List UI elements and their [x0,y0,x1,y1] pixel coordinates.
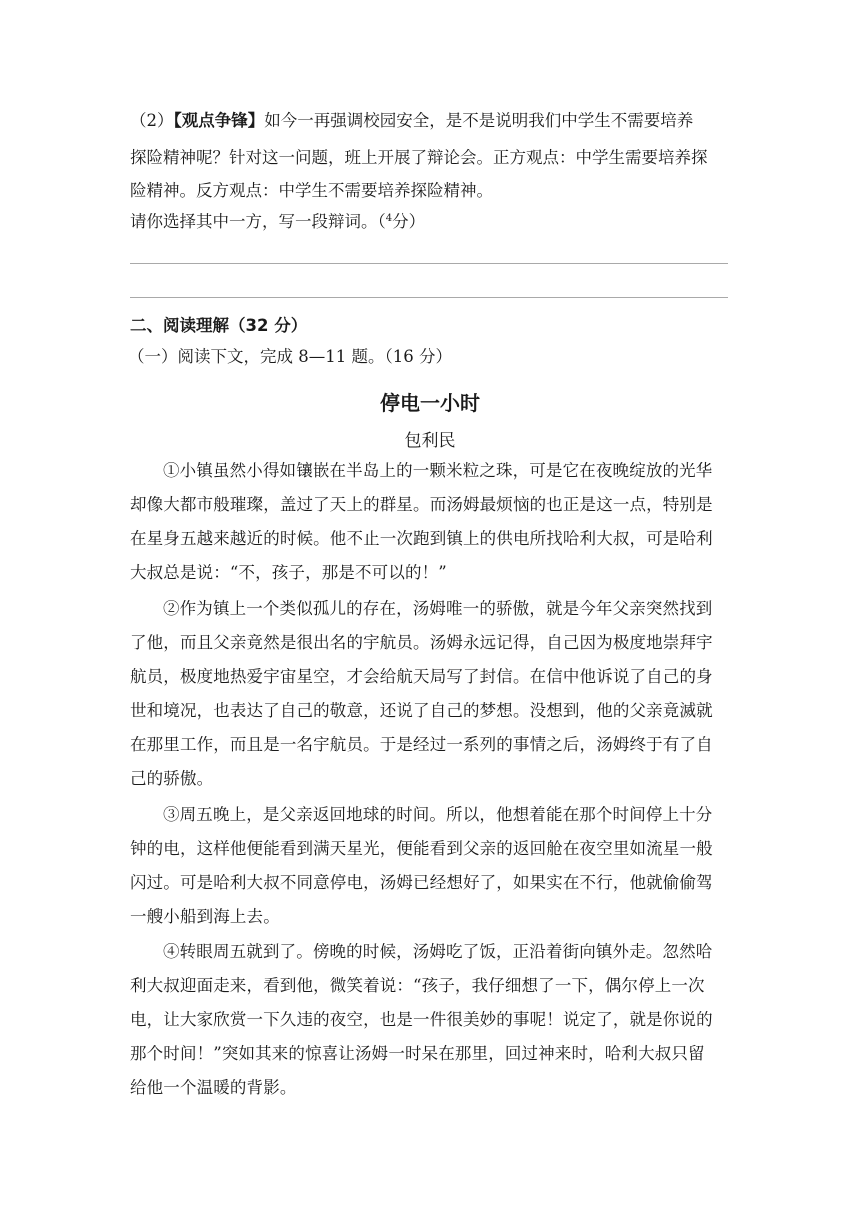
paragraph-4 [130,935,730,1105]
question-2-line-4 [130,214,730,231]
paragraph-line: 电，让大家欣赏一下久违的夜空，也是一件很美妙的事呢！说定了，就是你说的 [130,1010,713,1029]
question-2-line-1 [130,113,730,130]
paragraph-line: 大叔总是说：“不，孩子，那是不可以的！” [130,563,447,582]
paragraph-line: 却像大都市般璀璨，盖过了天上的群星。而汤姆最烦恼的也正是这一点，特别是 [130,495,713,514]
answer-line-1[interactable] [130,263,728,264]
question-2-line-2: 探险精神呢？针对这一问题，班上开展了辩论会。正方观点：中学生需要培养探 [130,148,708,167]
paragraph-line: 了他，而且父亲竟然是很出名的宇航员。汤姆永远记得，自己因为极度地崇拜宇 [130,633,713,652]
article-author: 包利民 [404,431,456,451]
paragraph-line: 在星身五越来越近的时候。他不止一次跑到镇上的供电所找哈利大叔，可是哈利 [130,529,713,548]
paragraph-line: 给他一个温暖的背影。 [130,1078,297,1097]
paragraph-line: 在那里工作，而且是一名宇航员。于是经过一系列的事情之后，汤姆终于有了自 [130,735,713,754]
paragraph-line: 钟的电，这样他便能看到满天星光，便能看到父亲的返回舱在夜空里如流星一般 [130,839,713,858]
paragraph-line: 闪过。可是哈利大叔不同意停电，汤姆已经想好了，如果实在不行，他就偷偷驾 [130,873,713,892]
paragraph-2 [130,592,730,796]
paragraph-line: 己的骄傲。 [130,769,214,788]
section-subheading: （一）阅读下文，完成 8—11 题。（16 分） [128,347,452,366]
score-digit: 4 [385,213,393,224]
paragraph-1 [130,454,730,590]
paragraph-line: 航员，极度地热爱宇宙星空，才会给航天局写了封信。在信中他诉说了自己的身 [130,667,713,686]
paragraph-3 [130,798,730,934]
paragraph-line: 世和境况，也表达了自己的敬意，还说了自己的梦想。没想到，他的父亲竟滅就 [130,701,713,720]
question-tag: 【观点争锋】 [173,111,265,130]
paragraph-line: ④转眼周五就到了。傍晚的时候，汤姆吃了饭，正沿着街向镇外走。忽然哈 [163,942,713,961]
paragraph-line: 利大叔迎面走来，看到他，微笑着说：“孩子，我仔细想了一下，偶尔停上一次 [130,976,705,995]
paragraph-line: ③周五晚上，是父亲返回地球的时间。所以，他想着能在那个时间停上十分 [163,805,713,824]
article-title: 停电一小时 [380,391,480,415]
paragraph-line: 那个时间！”突如其来的惊喜让汤姆一时呆在那里，回过神来时，哈利大叔只留 [130,1044,705,1063]
paragraph-line: ②作为镇上一个类似孤儿的存在，汤姆唯一的骄傲，就是今年父亲突然找到 [163,599,713,618]
instruction-text: 请你选择其中一方，写一段辩词。（ [130,212,386,231]
question-text-1: 如今一再强调校园安全，是不是说明我们中学生不需要培养 [264,111,694,130]
question-2-line-3: 险精神。反方观点：中学生不需要培养探险精神。 [130,181,493,200]
paragraph-line: ①小镇虽然小得如镶嵌在半岛上的一颗米粒之珠，可是它在夜晚绽放的光华 [163,461,713,480]
paragraph-line: 一艘小船到海上去。 [130,907,280,926]
answer-line-2[interactable] [130,297,728,298]
question-number: （2） [130,111,174,130]
instruction-suffix: 分） [392,212,426,231]
section-heading: 二、阅读理解（32 分） [130,316,308,335]
